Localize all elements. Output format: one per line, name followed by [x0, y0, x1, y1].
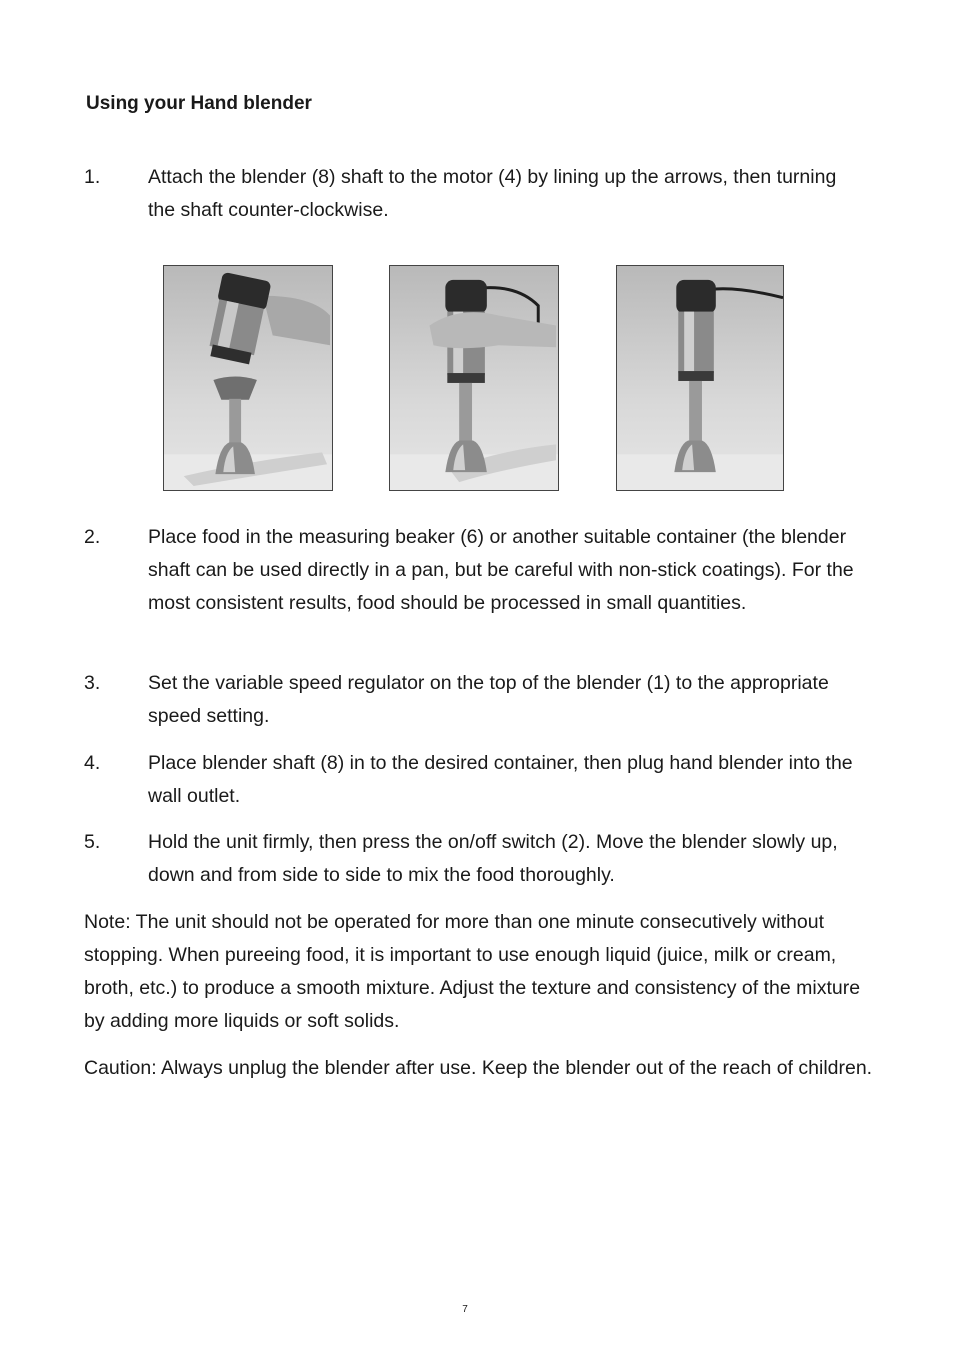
- step-number: 2.: [84, 526, 101, 548]
- photo-assembled: [616, 265, 784, 491]
- step-number: 5.: [84, 831, 101, 853]
- step-number: 3.: [84, 672, 101, 694]
- step-1: [84, 161, 864, 227]
- photo-attach-motor: [163, 265, 333, 491]
- section-heading: Using your Hand blender: [86, 93, 312, 114]
- step-text: Place blender shaft (8) in to the desired container, then plug hand blender into the wall outlet.: [148, 752, 853, 807]
- step-text: Set the variable speed regulator on the top of the blender (1) to the appropriate speed setting.: [148, 672, 829, 727]
- step-text: Hold the unit firmly, then press the on/off switch (2). Move the blender slowly up, down and from side to side to mix the food thoroughly.: [148, 831, 838, 886]
- note-paragraph: Note: The unit should not be operated for more than one minute consecutively without stopping. When pureeing food, it is important to use enough liquid (juice, milk or cream, broth, etc.) to produce a smooth mixture. Adjust the texture and consistency of the mixture by adding more liquids or soft solids.: [84, 911, 861, 1032]
- page-number: 7: [462, 1304, 468, 1315]
- step-number: 1.: [84, 166, 101, 188]
- step-text: Attach the blender (8) shaft to the motor (4) by lining up the arrows, then turning the shaft counter-clockwise.: [148, 166, 837, 221]
- step-4: [84, 747, 864, 813]
- step-text: Place food in the measuring beaker (6) or another suitable container (the blender shaft can be used directly in a pan, but be careful with non-stick coatings). For the most consistent results, food should be processed in small quantities.: [148, 526, 854, 614]
- step-number: 4.: [84, 752, 101, 774]
- step-3: [84, 667, 864, 733]
- step-5: [84, 826, 864, 892]
- step-2: [84, 521, 864, 620]
- photo-twist-shaft: [389, 265, 559, 491]
- caution-paragraph: Caution: Always unplug the blender after use. Keep the blender out of the reach of children.: [84, 1057, 873, 1079]
